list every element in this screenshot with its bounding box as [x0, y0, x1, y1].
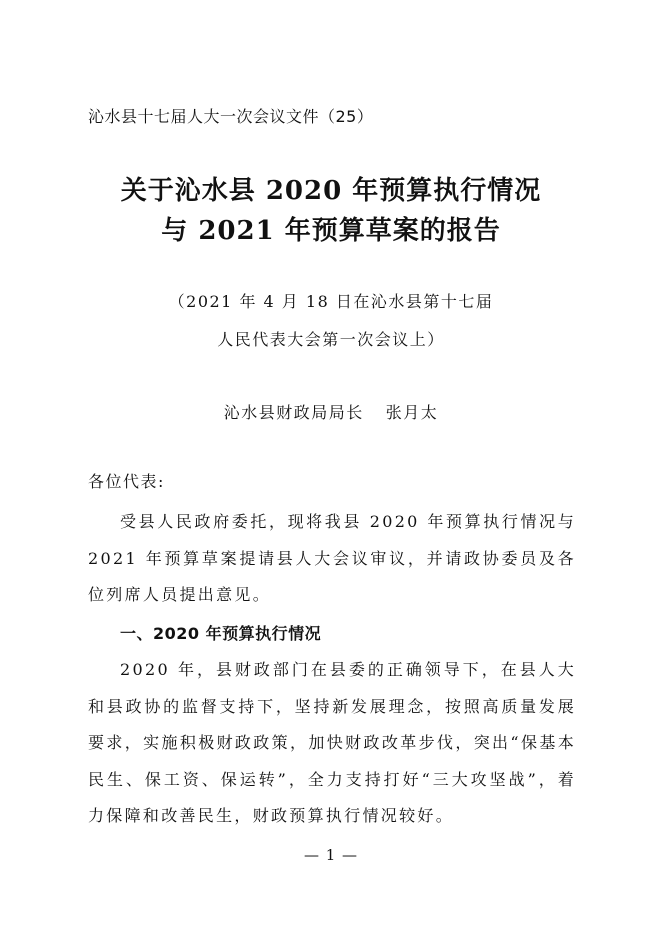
author-line	[0, 400, 662, 423]
document-label: 沁水县十七届人大一次会议文件（25）	[88, 107, 374, 126]
report-title-line1: 关于沁水县 2020 年预算执行情况	[120, 176, 542, 206]
author-name: 张月太	[385, 403, 439, 422]
paragraph-budget-execution: 2020 年，县财政部门在县委的正确领导下，在县人大和县政协的监督支持下，坚持新发展理念，按照高质量发展要求，实施积极财政政策，加快财政改革步伐，突出“保基本民生、保工资、保运转”，全力支持打好“三大攻坚战”，着力保障和改善民生，财政预算执行情况较好。	[88, 660, 576, 825]
report-title-line2: 与 2021 年预算草案的报告	[161, 216, 501, 246]
page-number: — 1 —	[303, 846, 359, 864]
paragraph-intro: 受县人民政府委托，现将我县 2020 年预算执行情况与 2021 年预算草案提请县人大会议审议，并请政协委员及各位列席人员提出意见。	[88, 512, 576, 604]
section-heading: 一、2020 年预算执行情况	[120, 624, 322, 643]
meeting-info-line1: （2021 年 4 月 18 日在沁水县第十七届	[168, 292, 494, 311]
salutation: 各位代表:	[88, 472, 165, 491]
author-position: 沁水县财政局局长	[223, 403, 364, 422]
meeting-info-line2: 人民代表大会第一次会议上）	[217, 330, 445, 349]
